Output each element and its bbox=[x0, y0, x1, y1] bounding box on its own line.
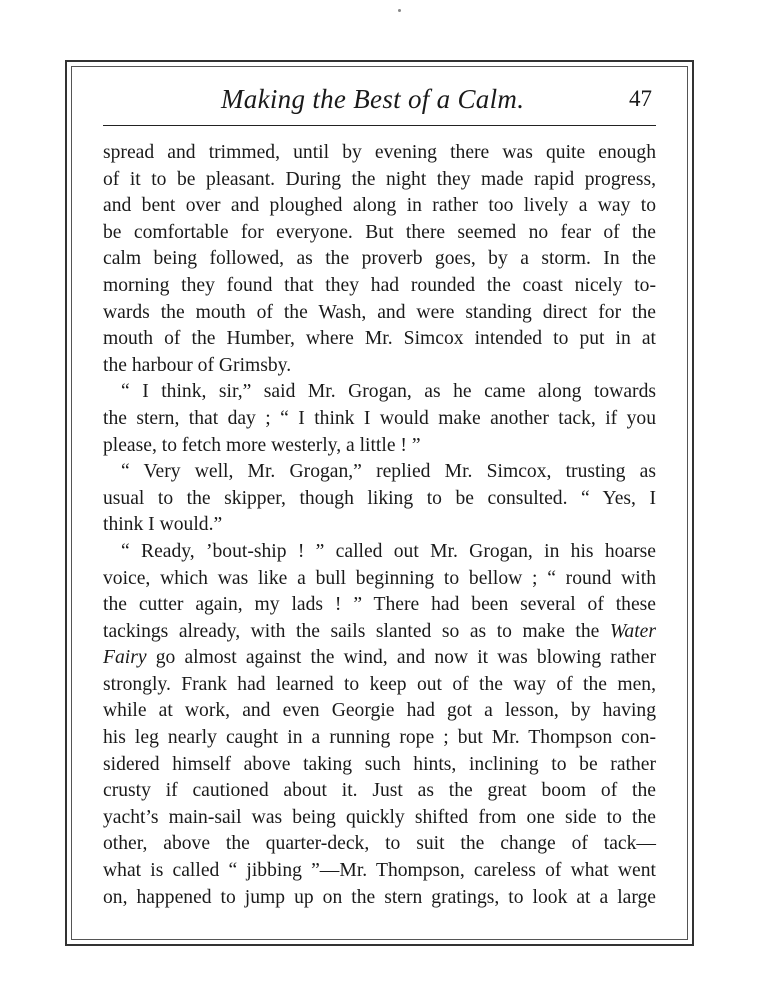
text-line: and bent over and ploughed along in rather too lively a way to bbox=[103, 195, 656, 217]
text-line: the harbour of Grimsby. bbox=[103, 354, 292, 376]
ship-name-italic: Water bbox=[609, 620, 656, 642]
header-rule bbox=[103, 125, 656, 126]
running-header bbox=[103, 80, 656, 120]
text-line: Fairy go almost against the wind, and now it was blowing rather bbox=[103, 647, 656, 669]
text-line: “ I think, sir,” said Mr. Grogan, as he came along towards bbox=[121, 381, 656, 403]
text-line: be comfortable for everyone. But there seemed no fear of the bbox=[103, 221, 656, 243]
text-line: wards the mouth of the Wash, and were standing direct for the bbox=[103, 301, 656, 323]
text-line: strongly. Frank had learned to keep out of the way of the men, bbox=[103, 673, 656, 695]
text-line: sidered himself above taking such hints, inclining to be rather bbox=[103, 753, 656, 775]
printer-speck bbox=[398, 9, 401, 12]
text-line: voice, which was like a bull beginning to bellow ; “ round with bbox=[103, 567, 656, 589]
text-line: calm being followed, as the proverb goes, by a storm. In the bbox=[103, 248, 656, 270]
text-line: other, above the quarter-deck, to suit the change of tack— bbox=[103, 833, 656, 855]
ship-name-italic: Fairy bbox=[103, 647, 147, 669]
text-line: the cutter again, my lads ! ” There had been several of these bbox=[103, 594, 656, 616]
text-line: please, to fetch more westerly, a little ! ” bbox=[103, 434, 421, 456]
text-line: usual to the skipper, though liking to be consulted. “ Yes, I bbox=[103, 487, 656, 509]
running-title: Making the Best of a Calm. bbox=[221, 84, 525, 114]
text-line: think I would.” bbox=[103, 514, 223, 536]
text-line: of it to be pleasant. During the night they made rapid progress, bbox=[103, 168, 656, 190]
text-line: morning they found that they had rounded the coast nicely to- bbox=[103, 274, 656, 296]
text-line: on, happened to jump up on the stern gratings, to look at a large bbox=[103, 886, 656, 908]
text-line: tackings already, with the sails slanted so as to make the Water bbox=[103, 620, 656, 642]
text-line: mouth of the Humber, where Mr. Simcox intended to put in at bbox=[103, 328, 656, 350]
text-line: spread and trimmed, until by evening there was quite enough bbox=[103, 142, 656, 163]
text-line: crusty if cautioned about it. Just as the great boom of the bbox=[103, 780, 656, 802]
text-line: what is called “ jibbing ”—Mr. Thompson, careless of what went bbox=[103, 860, 656, 882]
text-line: while at work, and even Georgie had got a lesson, by having bbox=[103, 700, 656, 722]
text-line: yacht’s main-sail was being quickly shifted from one side to the bbox=[103, 806, 656, 828]
text-line: the stern, that day ; “ I think I would make another tack, if you bbox=[103, 407, 656, 429]
page-number: 47 bbox=[629, 86, 652, 111]
body-text bbox=[103, 140, 656, 911]
text-line: “ Ready, ’bout-ship ! ” called out Mr. Grogan, in his hoarse bbox=[121, 540, 656, 562]
text-line: his leg nearly caught in a running rope ; but Mr. Thompson con- bbox=[103, 727, 656, 749]
text-line: “ Very well, Mr. Grogan,” replied Mr. Simcox, trusting as bbox=[121, 461, 656, 483]
